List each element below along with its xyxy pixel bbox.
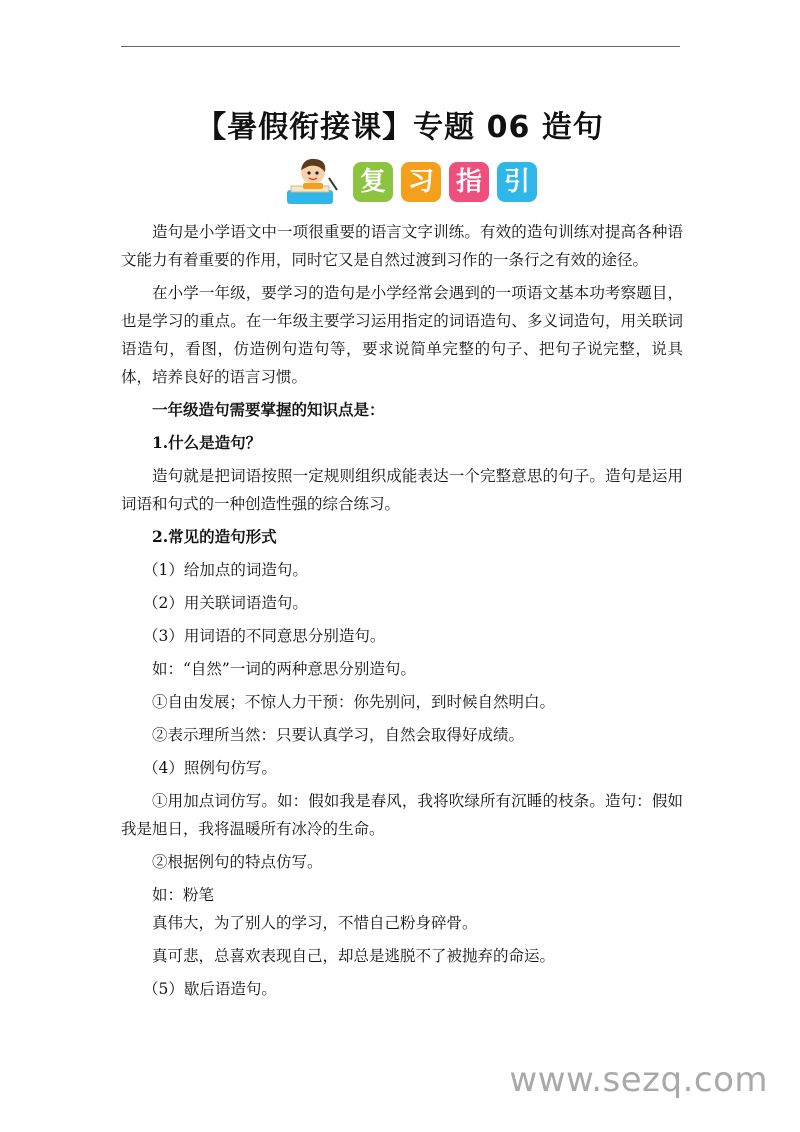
student-mascot-icon [283, 156, 345, 208]
knowledge-heading: 一年级造句需要掌握的知识点是： [152, 400, 385, 419]
header-rule [121, 46, 680, 47]
site-watermark: www.sezq.com [509, 1060, 768, 1100]
form-item-2: （2）用关联词语造句。 [143, 594, 308, 612]
imitation-example-1: ①用加点词仿写。如：假如我是春风，我将吹绿所有沉睡的枝条。造句：假如我是旭日，我将温暖所有冰冷的生命。 [121, 792, 683, 838]
example-ziran: 如：“自然”一词的两种意思分别造句。 [152, 660, 416, 678]
page-title: 【暑假衔接课】专题 06 造句 [196, 110, 604, 145]
imitation-example-2: ②根据例句的特点仿写。 [152, 853, 323, 871]
ziran-meaning-1: ①自由发展；不惊人力干预：你先别问，到时候自然明白。 [152, 693, 556, 711]
banner-tile-xi: 习 [401, 162, 441, 202]
form-item-5: （5）歇后语造句。 [143, 980, 277, 998]
intro-paragraph-1: 造句是小学语文中一项很重要的语言文字训练。有效的造句训练对提高各种语文能力有着重要的作用，同时它又是自然过渡到习作的一条行之有效的途径。 [121, 223, 683, 269]
banner-tile-fu: 复 [353, 162, 393, 202]
form-item-3: （3）用词语的不同意思分别造句。 [143, 627, 386, 645]
section-heading-2: 2.常见的造句形式 [152, 527, 277, 546]
ziran-meaning-2: ②表示理所当然：只要认真学习，自然会取得好成绩。 [152, 726, 525, 744]
fenbi-sentence-1: 真伟大，为了别人的学习，不惜自己粉身碎骨。 [152, 914, 478, 932]
banner-tile-zhi: 指 [449, 162, 489, 202]
example-fenbi: 如：粉笔 [152, 886, 215, 904]
form-item-4: （4）照例句仿写。 [143, 759, 277, 777]
banner-tile-yin: 引 [497, 162, 537, 202]
fenbi-sentence-2: 真可悲，总喜欢表现自己，却总是逃脱不了被抛弃的命运。 [152, 947, 556, 965]
definition-paragraph: 造句就是把词语按照一定规则组织成能表达一个完整意思的句子。造句是运用词语和句式的一种创造性强的综合练习。 [121, 467, 683, 513]
review-guide-banner [283, 156, 553, 208]
form-item-1: （1）给加点的词造句。 [143, 561, 308, 579]
document-body [121, 218, 683, 1003]
section-heading-1: 1.什么是造句？ [152, 433, 262, 452]
intro-paragraph-2: 在小学一年级，要学习的造句是小学经常会遇到的一项语文基本功考察题目，也是学习的重点。在一年级主要学习运用指定的词语造句、多义词造句，用关联词语造句，看图，仿造例句造句等，要求说简单完整的句子、把句子说完整，说具体，培养良好的语言习惯。 [121, 284, 683, 386]
